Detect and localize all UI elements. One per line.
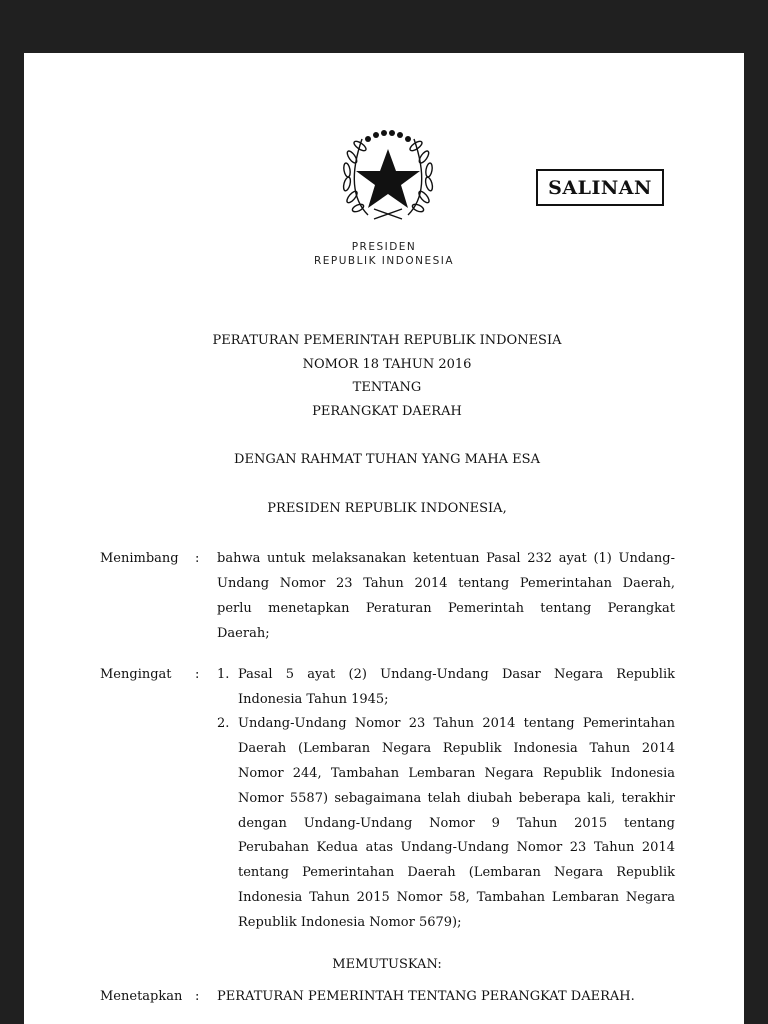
memutuskan-heading: MEMUTUSKAN:	[332, 957, 442, 972]
menimbang-line: bahwa untuk melaksanakan ketentuan Pasal 232 ayat (1) Undang-	[217, 551, 675, 566]
menimbang-colon: :	[195, 551, 200, 566]
menetapkan-text: PERATURAN PEMERINTAH TENTANG PERANGKAT DAERAH.	[217, 989, 635, 1004]
mengingat-item-line: Nomor 5587) sebagaimana telah diubah beberapa kali, terakhir	[238, 791, 675, 806]
menetapkan-label: Menetapkan	[100, 989, 183, 1004]
mengingat-label: Mengingat	[100, 667, 172, 682]
menimbang-line: Daerah;	[217, 626, 270, 641]
letterhead-line-2: REPUBLIK INDONESIA	[313, 255, 455, 267]
mengingat-item-number: 2.	[217, 716, 230, 731]
regulation-number: NOMOR 18 TAHUN 2016	[302, 357, 472, 372]
salinan-stamp: SALINAN	[536, 169, 664, 206]
mengingat-colon: :	[195, 667, 200, 682]
menimbang-line: perlu menetapkan Peraturan Pemerintah tentang Perangkat	[217, 601, 675, 616]
mengingat-item-line: Pasal 5 ayat (2) Undang-Undang Dasar Negara Republik	[238, 667, 675, 682]
regulation-subject: PERANGKAT DAERAH	[312, 404, 462, 419]
issuer: PRESIDEN REPUBLIK INDONESIA,	[267, 501, 507, 516]
document-page[interactable]	[24, 53, 744, 1024]
menetapkan-colon: :	[195, 989, 200, 1004]
mengingat-item-number: 1.	[217, 667, 230, 682]
mengingat-item-line: dengan Undang-Undang Nomor 9 Tahun 2015 tentang	[238, 816, 675, 831]
letterhead-line-1: PRESIDEN	[351, 241, 417, 253]
mengingat-item-line: Indonesia Tahun 1945;	[238, 692, 389, 707]
mengingat-item-line: Nomor 244, Tambahan Lembaran Negara Republik Indonesia	[238, 766, 675, 781]
menimbang-label: Menimbang	[100, 551, 179, 566]
regulation-title-line-3: TENTANG	[352, 380, 422, 395]
mengingat-item-line: Daerah (Lembaran Negara Republik Indonesia Tahun 2014	[238, 741, 675, 756]
mengingat-item-line: Perubahan Kedua atas Undang-Undang Nomor 23 Tahun 2014	[238, 840, 675, 855]
menimbang-line: Undang Nomor 23 Tahun 2014 tentang Pemerintahan Daerah,	[217, 576, 675, 591]
mengingat-item-line: Republik Indonesia Nomor 5679);	[238, 915, 462, 930]
regulation-title-line-1: PERATURAN PEMERINTAH REPUBLIK INDONESIA	[212, 333, 562, 348]
presidential-emblem-icon	[338, 129, 438, 225]
mengingat-item-line: Indonesia Tahun 2015 Nomor 58, Tambahan Lembaran Negara	[238, 890, 675, 905]
mengingat-item-line: tentang Pemerintahan Daerah (Lembaran Negara Republik	[238, 865, 675, 880]
invocation: DENGAN RAHMAT TUHAN YANG MAHA ESA	[234, 452, 540, 467]
mengingat-item-line: Undang-Undang Nomor 23 Tahun 2014 tentang Pemerintahan	[238, 716, 675, 731]
